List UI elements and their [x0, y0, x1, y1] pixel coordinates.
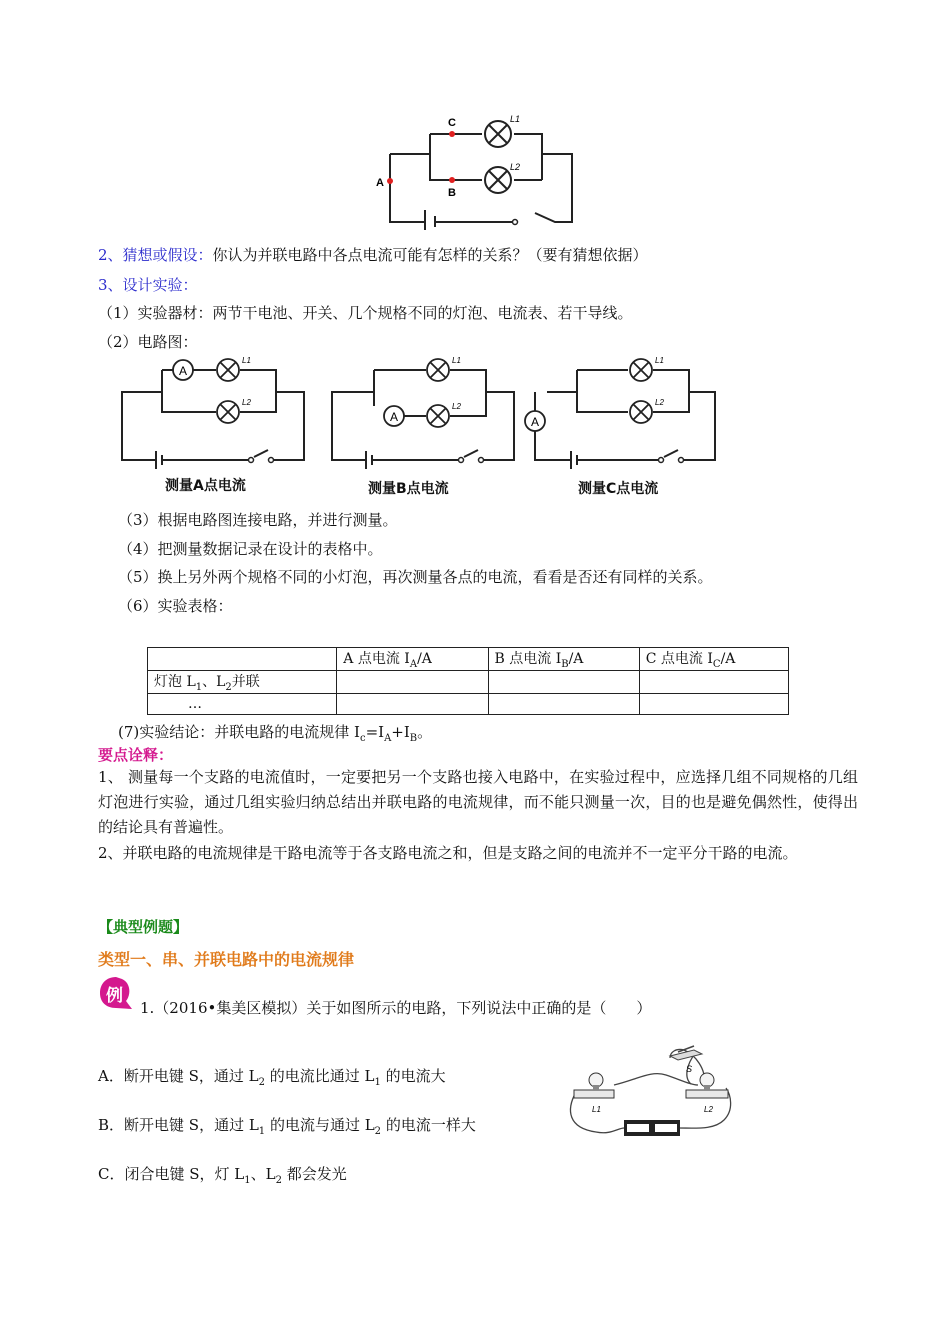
bulb-l2-icon: [686, 1073, 728, 1098]
lamp-l1-icon: [217, 359, 239, 381]
svg-text:L1: L1: [655, 356, 664, 365]
examples-title: 【典型例题】: [98, 918, 189, 936]
step3-item3: （3）根据电路图连接电路，并进行测量。: [118, 511, 398, 529]
parallel-circuit-figure: [370, 110, 585, 230]
lamp-l2-icon: [630, 401, 652, 423]
table-cell: [337, 670, 488, 693]
ammeter-icon: [525, 411, 545, 431]
circuit-diagram-a: [118, 355, 310, 470]
table-header-row: [148, 648, 789, 671]
label-a: A: [376, 177, 384, 189]
caption-a: 测量A点电流: [165, 478, 246, 494]
example-badge: 例: [98, 975, 134, 1011]
battery-pack-icon: [624, 1120, 680, 1136]
keypoints-title: 要点诠释：: [98, 746, 174, 764]
lamp-l2-icon: [427, 405, 449, 427]
lamp-l1-icon: [427, 359, 449, 381]
svg-text:A: A: [531, 415, 540, 429]
step3-item6: （6）实验表格：: [118, 597, 233, 615]
table-cell: [639, 670, 788, 693]
photo-label-l1: L1: [592, 1105, 601, 1114]
lamp-l2-icon: [485, 167, 511, 193]
label-l2: L2: [510, 162, 521, 172]
ammeter-icon: [173, 360, 193, 380]
step3-item5: （5）换上另外两个规格不同的小灯泡，再次测量各点的电流，看看是否还有同样的关系。: [118, 568, 713, 586]
table-cell: [488, 670, 639, 693]
label-b: B: [448, 187, 456, 199]
svg-text:L2: L2: [242, 398, 251, 407]
lamp-l2-icon: [217, 401, 239, 423]
option-a: A．断开电键 S，通过 $L_2$ 的电流比通过 $L_1$ 的电流大: [98, 1067, 446, 1088]
table-cell: [639, 693, 788, 714]
table-row: [148, 670, 789, 693]
table-row-label: 灯泡 $L_1$、$L_2$并联: [148, 670, 337, 693]
step2-line: [98, 245, 648, 265]
photo-label-l2: L2: [704, 1105, 713, 1114]
type1-title: 类型一、串、并联电路中的电流规律: [98, 950, 355, 969]
svg-text:A: A: [179, 364, 188, 378]
svg-text:L1: L1: [452, 356, 461, 365]
ammeter-icon: [384, 406, 404, 426]
table-header-a: A 点电流 $I_A/A$: [337, 648, 488, 671]
step3-item2: （2）电路图：: [98, 333, 198, 351]
point-b-marker: [449, 177, 455, 183]
table-header-c: C 点电流 $I_C/A$: [639, 648, 788, 671]
question-text: 1.（2016•集美区模拟）关于如图所示的电路，下列说法中正确的是（ ）: [140, 999, 652, 1017]
step2-heading: 2、猜想或假设：: [98, 246, 213, 264]
bulb-l1-icon: [574, 1073, 614, 1098]
svg-text:L1: L1: [242, 356, 251, 365]
step3-item7: (7)实验结论：并联电路的电流规律 $I_c=I_A+I_B$。: [118, 723, 433, 744]
circuit-diagram-b: [328, 355, 520, 470]
svg-text:A: A: [390, 410, 399, 424]
table-row-label: …: [148, 693, 337, 714]
table-header-b: B 点电流 $I_B/A$: [488, 648, 639, 671]
point-c-marker: [449, 131, 455, 137]
point-a-marker: [387, 178, 393, 184]
label-c: C: [448, 117, 456, 129]
table-cell: [148, 648, 337, 671]
caption-b: 测量B点电流: [368, 481, 449, 497]
option-c: C．闭合电键 S，灯 $L_1$、$L_2$ 都会发光: [98, 1165, 347, 1186]
step2-text: 你认为并联电路中各点电流可能有怎样的关系？（要有猜想依据）: [212, 246, 648, 264]
caption-c: 测量C点电流: [578, 481, 659, 497]
lamp-l1-icon: [485, 121, 511, 147]
switch-s-icon: [670, 1046, 702, 1060]
step3-item4: （4）把测量数据记录在设计的表格中。: [118, 540, 383, 558]
table-row: [148, 693, 789, 714]
step3-heading: 3、设计实验：: [98, 276, 198, 294]
circuit-diagram-c: [523, 355, 718, 470]
svg-text:L2: L2: [655, 398, 664, 407]
physical-circuit-figure: [566, 1040, 741, 1150]
step3-item1: （1）实验器材：两节干电池、开关、几个规格不同的灯泡、电流表、若干导线。: [98, 304, 633, 322]
experiment-table: [147, 647, 789, 715]
table-cell: [488, 693, 639, 714]
photo-label-s: S: [686, 1064, 693, 1074]
lamp-l1-icon: [630, 359, 652, 381]
keypoints-paragraph-1: 1、 测量每一个支路的电流值时，一定要把另一个支路也接入电路中，在实验过程中，应选择几组不同规格的几组灯泡进行实验，通过几组实验归纳总结出并联电路的电流规律，而不能只测量一次，目的也是避免偶然性，使得出的结论具有普遍性。: [98, 768, 858, 836]
keypoints-paragraph-2: 2、并联电路的电流规律是干路电流等于各支路电流之和，但是支路之间的电流并不一定平分干路的电流。: [98, 844, 798, 862]
table-cell: [337, 693, 488, 714]
option-b: B．断开电键 S，通过 $L_1$ 的电流与通过 $L_2$ 的电流一样大: [98, 1116, 476, 1137]
svg-text:L2: L2: [452, 402, 461, 411]
label-l1: L1: [510, 114, 521, 124]
